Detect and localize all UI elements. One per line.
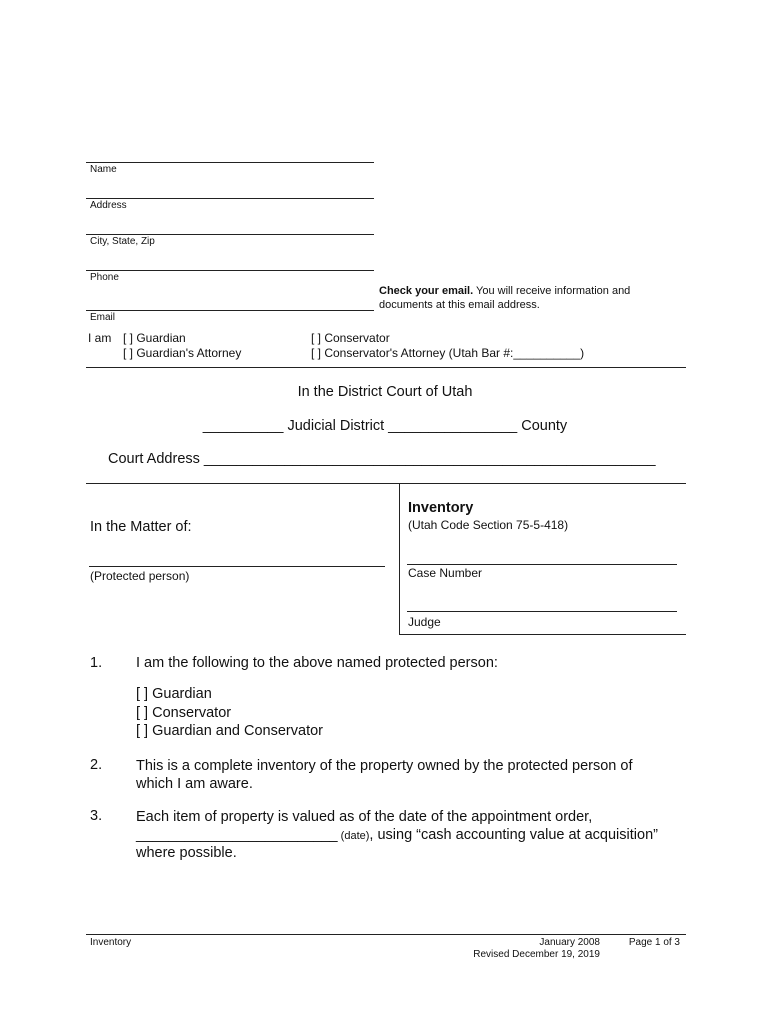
email-line <box>86 310 374 311</box>
item-1-text: I am the following to the above named protected person: <box>136 655 498 671</box>
district-county-line: __________ Judicial District ________________ County <box>202 418 568 434</box>
address-line <box>86 198 374 199</box>
role-prefix: I am <box>88 331 112 345</box>
email-notice-bold: Check your email. <box>379 285 474 297</box>
name-line <box>86 162 374 163</box>
city-state-zip-line <box>86 234 374 235</box>
item-3-text-line2 <box>136 826 658 845</box>
item-3-text-rest: , using “cash accounting value at acquisition” <box>369 827 658 843</box>
item-2-number: 2. <box>90 757 103 773</box>
name-label: Name <box>90 164 117 175</box>
item-3-text-line3: where possible. <box>136 845 237 861</box>
email-notice-text: You will receive information and documents at this email address. <box>379 285 631 311</box>
document-title: Inventory <box>408 500 474 516</box>
case-number-label: Case Number <box>408 566 483 580</box>
item-1-option-conservator[interactable]: [ ] Conservator <box>136 705 232 721</box>
matter-label: In the Matter of: <box>90 519 192 535</box>
role-conservator[interactable]: [ ] Conservator <box>311 331 390 345</box>
city-state-zip-label: City, State, Zip <box>90 236 155 247</box>
email-label: Email <box>90 312 116 323</box>
footer-date: January 2008 <box>539 937 600 948</box>
judge-line <box>407 611 677 612</box>
role-conservator-attorney[interactable]: [ ] Conservator's Attorney (Utah Bar #:__________) <box>311 346 585 360</box>
item-2-text: This is a complete inventory of the property owned by the protected person of which I am aware. <box>136 758 633 792</box>
case-number-line <box>407 564 677 565</box>
item-1-option-both[interactable]: [ ] Guardian and Conservator <box>136 723 323 739</box>
header-divider <box>86 367 686 368</box>
role-guardian-attorney[interactable]: [ ] Guardian's Attorney <box>123 346 242 360</box>
footer-line <box>86 934 686 935</box>
phone-label: Phone <box>90 272 119 283</box>
email-notice <box>379 284 669 312</box>
item-1-number: 1. <box>90 655 103 671</box>
role-guardian[interactable]: [ ] Guardian <box>123 331 186 345</box>
footer-revised: Revised December 19, 2019 <box>473 949 600 960</box>
caption-top-line <box>86 483 686 484</box>
item-3-text-line1: Each item of property is valued as of the date of the appointment order, <box>136 809 593 825</box>
code-section: (Utah Code Section 75-5-418) <box>408 518 569 532</box>
item-3-date-label: (date) <box>337 830 370 842</box>
item-3-date-blank: _________________________ <box>136 827 338 843</box>
caption-divider <box>399 483 400 634</box>
protected-person-label: (Protected person) <box>90 569 190 583</box>
judge-label: Judge <box>408 615 441 629</box>
court-title: In the District Court of Utah <box>297 384 473 400</box>
item-1-option-guardian[interactable]: [ ] Guardian <box>136 686 212 702</box>
phone-line <box>86 270 374 271</box>
address-label: Address <box>90 200 127 211</box>
protected-person-line <box>89 566 385 567</box>
footer-title: Inventory <box>90 937 132 948</box>
caption-bottom-line <box>399 634 686 635</box>
item-3-number: 3. <box>90 808 103 824</box>
court-address-line: Court Address ________________________________________________________ <box>108 451 656 467</box>
footer-page: Page 1 of 3 <box>628 937 680 948</box>
